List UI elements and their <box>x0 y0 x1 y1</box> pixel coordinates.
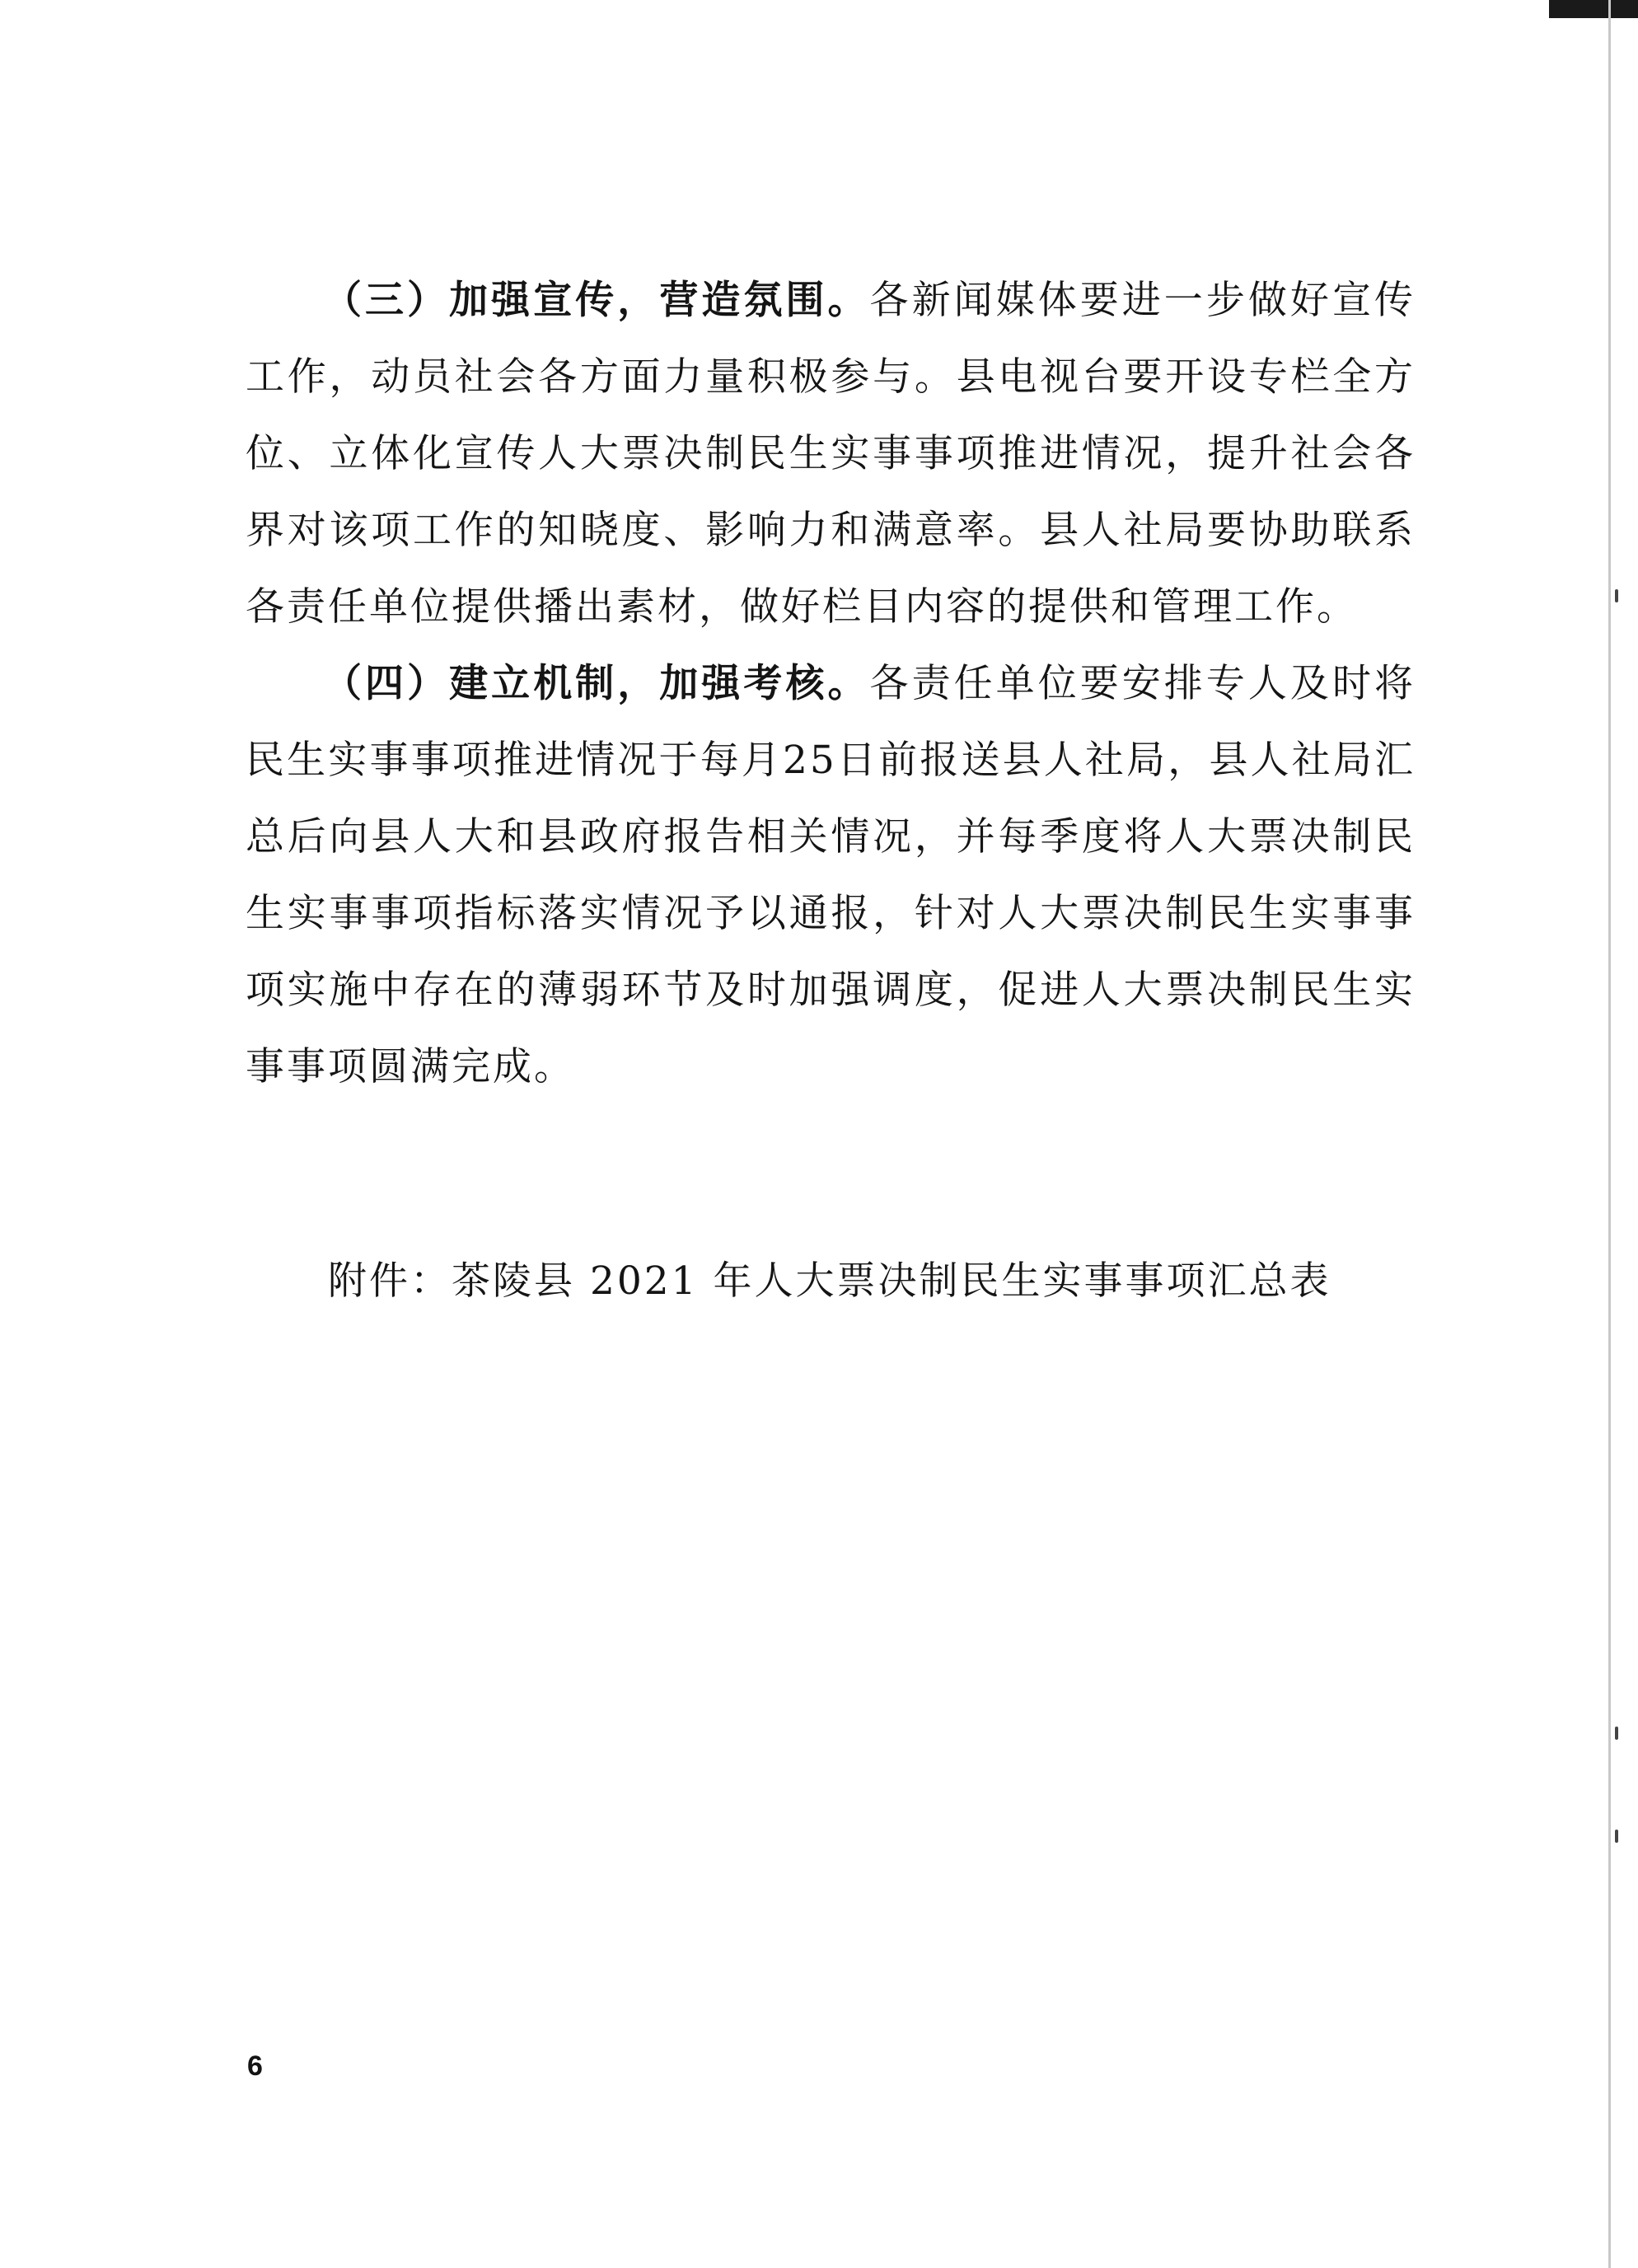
paragraph-text: 各责任单位要安排专人及时将民生实事事项推进情况于每月25日前报送县人社局，县人社局汇总后向县人大和县政府报告相关情况，并每季度将人大票决制民生实事事项指标落实情况予以通报，针对人大票决制民生实事事项实施中存在的薄弱环节及时加强调度，促进人大票决制民生实事事项圆满完成。 <box>246 661 1416 1089</box>
paragraph-heading: （三）加强宣传，营造氛围。 <box>323 278 870 323</box>
scan-mark <box>1615 1830 1618 1843</box>
paragraph-heading: （四）建立机制，加强考核。 <box>323 661 870 706</box>
document-body <box>246 262 1416 1105</box>
scan-edge-right <box>1608 0 1611 2268</box>
page-number: 6 <box>247 2050 263 2082</box>
paragraph-text: 各新闻媒体要进一步做好宣传工作，动员社会各方面力量积极参与。县电视台要开设专栏全方位、立体化宣传人大票决制民生实事事项推进情况，提升社会各界对该项工作的知晓度、影响力和满意率。县人社局要协助联系各责任单位提供播出素材，做好栏目内容的提供和管理工作。 <box>246 278 1416 630</box>
scan-mark <box>1615 589 1618 602</box>
paragraph-publicity <box>246 262 1416 645</box>
scan-mark <box>1615 1727 1618 1740</box>
attachment-line: 附件：茶陵县 2021 年人大票决制民生实事事项汇总表 <box>328 1258 1331 1304</box>
paragraph-mechanism <box>246 645 1416 1105</box>
scan-edge-top <box>1549 0 1638 18</box>
